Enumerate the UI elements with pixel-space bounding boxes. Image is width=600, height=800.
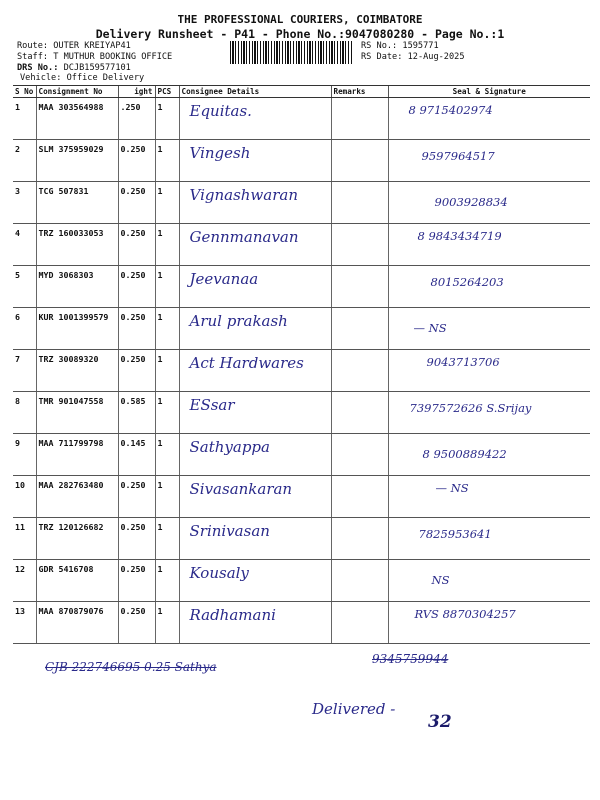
delivered-label: Delivered -	[312, 700, 396, 718]
cell-consignee	[179, 350, 331, 392]
staff-line	[17, 52, 172, 62]
cell-sno: 8	[13, 392, 36, 434]
cell-pcs: 1	[155, 476, 179, 518]
consignee-handwriting: Equitas.	[189, 102, 252, 120]
consignee-handwriting: Sathyappa	[189, 438, 270, 456]
rs-no-line	[361, 41, 439, 51]
cell-pcs: 1	[155, 560, 179, 602]
cell-remarks	[331, 140, 388, 182]
cell-pcs: 1	[155, 602, 179, 644]
rs-date-value: 12-Aug-2025	[407, 52, 465, 62]
cell-pcs: 1	[155, 350, 179, 392]
cell-consignment-no: KUR 1001399579	[36, 308, 118, 350]
cell-pcs: 1	[155, 266, 179, 308]
cell-weight: 0.585	[118, 392, 155, 434]
signature-handwriting: — NS	[413, 321, 447, 335]
signature-handwriting: 8 9500889422	[422, 447, 507, 461]
cell-consignment-no: MAA 711799798	[36, 434, 118, 476]
cell-consignment-no: GDR 5416708	[36, 560, 118, 602]
cell-remarks	[331, 602, 388, 644]
cell-remarks	[331, 434, 388, 476]
table-row	[13, 140, 590, 182]
cell-sno: 7	[13, 350, 36, 392]
route-label: Route:	[17, 41, 49, 51]
signature-handwriting: 9043713706	[426, 355, 500, 369]
cell-remarks	[331, 224, 388, 266]
cell-consignment-no: TMR 901047558	[36, 392, 118, 434]
cell-pcs: 1	[155, 98, 179, 140]
cell-remarks	[331, 266, 388, 308]
cell-consignee	[179, 560, 331, 602]
cell-seal-signature	[388, 182, 590, 224]
cell-seal-signature	[388, 392, 590, 434]
cell-weight: 0.250	[118, 476, 155, 518]
cell-pcs: 1	[155, 140, 179, 182]
drs-value: DCJB159577101	[63, 63, 131, 73]
signature-handwriting: 9597964517	[421, 149, 495, 163]
cell-remarks	[331, 476, 388, 518]
cell-remarks	[331, 392, 388, 434]
staff-label: Staff:	[17, 52, 49, 62]
cell-sno: 6	[13, 308, 36, 350]
table-row	[13, 182, 590, 224]
consignee-handwriting: Srinivasan	[189, 522, 270, 540]
cell-seal-signature	[388, 224, 590, 266]
cell-remarks	[331, 518, 388, 560]
signature-handwriting: 9003928834	[434, 195, 508, 209]
cell-weight: 0.145	[118, 434, 155, 476]
table-row	[13, 434, 590, 476]
cell-seal-signature	[388, 476, 590, 518]
consignee-handwriting: Kousaly	[189, 564, 249, 582]
cell-consignee	[179, 602, 331, 644]
cell-consignee	[179, 434, 331, 476]
vehicle-value: Office Delivery	[66, 73, 145, 83]
cell-weight: 0.250	[118, 560, 155, 602]
consignee-handwriting: Vignashwaran	[189, 186, 298, 204]
col-pcs: PCS	[155, 86, 179, 98]
rs-date-line	[361, 52, 465, 62]
drs-label: DRS No.:	[17, 63, 59, 73]
cell-sno: 12	[13, 560, 36, 602]
cell-consignee	[179, 98, 331, 140]
cell-sno: 1	[13, 98, 36, 140]
cell-seal-signature	[388, 560, 590, 602]
cell-sno: 10	[13, 476, 36, 518]
runsheet-title: Delivery Runsheet - P41 - Phone No.:9047080280 - Page No.:1	[95, 27, 505, 41]
cell-seal-signature	[388, 518, 590, 560]
cell-consignee	[179, 476, 331, 518]
cell-consignee	[179, 308, 331, 350]
cell-consignment-no: MAA 303564988	[36, 98, 118, 140]
cell-consignee	[179, 518, 331, 560]
consignee-handwriting: Arul prakash	[189, 312, 288, 330]
signature-handwriting: 7825953641	[418, 527, 492, 541]
cell-sno: 4	[13, 224, 36, 266]
cell-consignment-no: TRZ 30089320	[36, 350, 118, 392]
route-line	[17, 41, 131, 51]
cell-seal-signature	[388, 140, 590, 182]
cell-seal-signature	[388, 266, 590, 308]
table-row	[13, 350, 590, 392]
cell-weight: .250	[118, 98, 155, 140]
cell-consignee	[179, 224, 331, 266]
signature-handwriting: 7397572626 S.Srijay	[409, 401, 532, 415]
cell-consignment-no: MAA 282763480	[36, 476, 118, 518]
cell-pcs: 1	[155, 308, 179, 350]
cell-pcs: 1	[155, 182, 179, 224]
cell-consignment-no: MYD 3068303	[36, 266, 118, 308]
rs-no-value: 1595771	[402, 41, 439, 51]
consignment-table	[13, 85, 590, 644]
col-seal-signature: Seal & Signature	[388, 86, 590, 98]
cell-pcs: 1	[155, 224, 179, 266]
cell-seal-signature	[388, 434, 590, 476]
struck-out-signature: 9345759944	[372, 652, 449, 666]
cell-consignment-no: SLM 375959029	[36, 140, 118, 182]
col-sno: S No	[13, 86, 36, 98]
vehicle-label: Vehicle:	[20, 73, 62, 83]
company-title: THE PROFESSIONAL COURIERS, COIMBATORE	[177, 13, 423, 26]
table-row	[13, 392, 590, 434]
cell-seal-signature	[388, 350, 590, 392]
cell-pcs: 1	[155, 392, 179, 434]
consignee-handwriting: Jeevanaa	[189, 270, 259, 288]
cell-consignment-no: TRZ 120126682	[36, 518, 118, 560]
cell-consignment-no: TRZ 160033053	[36, 224, 118, 266]
table-row	[13, 560, 590, 602]
cell-weight: 0.250	[118, 182, 155, 224]
consignee-handwriting: Radhamani	[189, 606, 276, 624]
col-remarks: Remarks	[331, 86, 388, 98]
signature-handwriting: NS	[431, 573, 450, 587]
cell-sno: 3	[13, 182, 36, 224]
table-header-row	[13, 86, 590, 98]
cell-seal-signature	[388, 98, 590, 140]
rs-date-label: RS Date:	[361, 52, 403, 62]
cell-remarks	[331, 308, 388, 350]
table-row	[13, 602, 590, 644]
cell-sno: 13	[13, 602, 36, 644]
cell-remarks	[331, 182, 388, 224]
cell-pcs: 1	[155, 434, 179, 476]
cell-consignment-no: MAA 870879076	[36, 602, 118, 644]
table-row	[13, 308, 590, 350]
table-row	[13, 98, 590, 140]
signature-handwriting: RVS 8870304257	[414, 607, 516, 621]
consignee-handwriting: Act Hardwares	[189, 354, 304, 372]
cell-consignee	[179, 392, 331, 434]
signature-handwriting: — NS	[435, 481, 469, 495]
col-weight: ight	[118, 86, 155, 98]
cell-seal-signature	[388, 602, 590, 644]
cell-consignee	[179, 266, 331, 308]
struck-out-entry: CJB 222746695 0.25 Sathya	[45, 660, 217, 674]
staff-value: T MUTHUR BOOKING OFFICE	[53, 52, 173, 62]
col-consignment-no: Consignment No	[36, 86, 118, 98]
signature-handwriting: 8 9715402974	[408, 103, 493, 117]
cell-weight: 0.250	[118, 518, 155, 560]
cell-weight: 0.250	[118, 350, 155, 392]
cell-remarks	[331, 350, 388, 392]
rs-no-label: RS No.:	[361, 41, 398, 51]
consignee-handwriting: Vingesh	[189, 144, 251, 162]
cell-weight: 0.250	[118, 140, 155, 182]
consignee-handwriting: ESsar	[189, 396, 235, 414]
table-row	[13, 518, 590, 560]
cell-sno: 11	[13, 518, 36, 560]
cell-weight: 0.250	[118, 224, 155, 266]
drs-line	[17, 63, 131, 73]
cell-remarks	[331, 98, 388, 140]
cell-consignee	[179, 182, 331, 224]
consignee-handwriting: Sivasankaran	[189, 480, 293, 498]
vehicle-line	[20, 73, 144, 83]
cell-pcs: 1	[155, 518, 179, 560]
table-row	[13, 224, 590, 266]
cell-remarks	[331, 560, 388, 602]
table-row	[13, 266, 590, 308]
route-value: OUTER KREIYAP41	[53, 41, 131, 51]
cell-weight: 0.250	[118, 266, 155, 308]
cell-weight: 0.250	[118, 602, 155, 644]
cell-sno: 2	[13, 140, 36, 182]
barcode-image	[230, 41, 352, 64]
col-consignee: Consignee Details	[179, 86, 331, 98]
signature-handwriting: 8 9843434719	[417, 229, 502, 243]
delivered-count: 32	[428, 712, 452, 732]
table-row	[13, 476, 590, 518]
cell-weight: 0.250	[118, 308, 155, 350]
cell-sno: 5	[13, 266, 36, 308]
cell-consignee	[179, 140, 331, 182]
cell-consignment-no: TCG 507831	[36, 182, 118, 224]
cell-sno: 9	[13, 434, 36, 476]
signature-handwriting: 8015264203	[430, 275, 504, 289]
consignee-handwriting: Gennmanavan	[189, 228, 299, 246]
cell-seal-signature	[388, 308, 590, 350]
